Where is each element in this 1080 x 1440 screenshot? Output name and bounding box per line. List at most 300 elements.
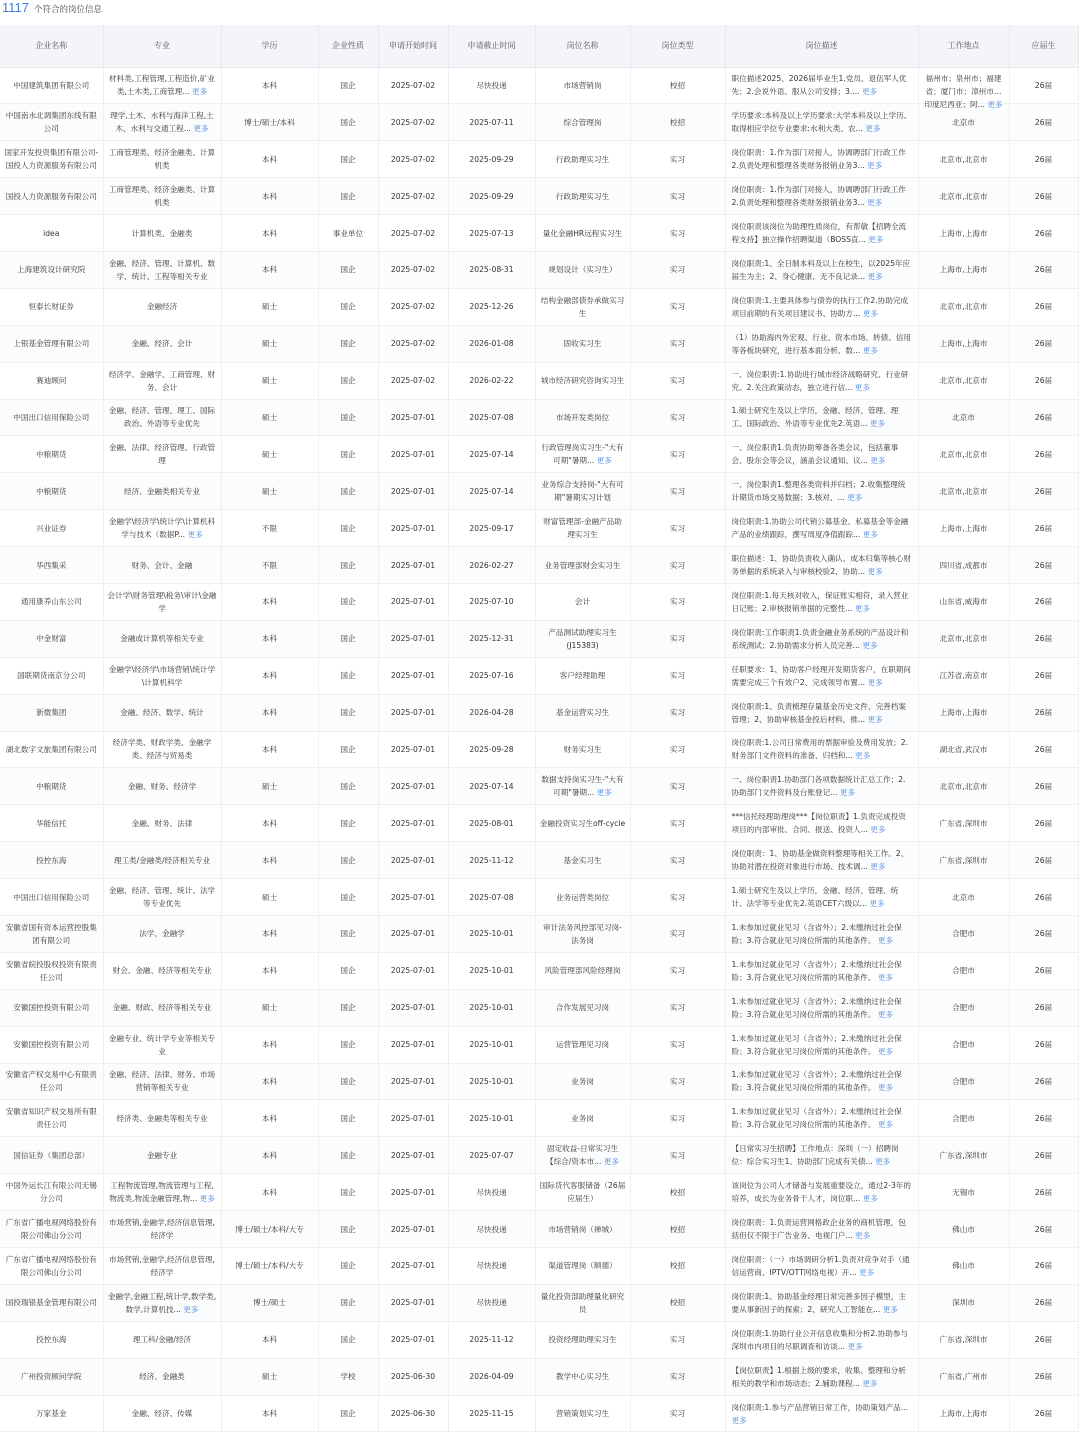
table-row[interactable] bbox=[0, 1063, 1078, 1100]
cell-job-title-content bbox=[540, 1333, 626, 1346]
cell-degree-content bbox=[226, 669, 314, 682]
more-link[interactable]: 更多 bbox=[854, 603, 870, 613]
column-header-company[interactable]: 企业名称 bbox=[0, 25, 103, 67]
more-link[interactable]: 更多 bbox=[187, 530, 203, 540]
more-link[interactable]: 更多 bbox=[862, 308, 878, 318]
column-header-description[interactable]: 岗位描述 bbox=[725, 25, 918, 67]
cell-company bbox=[0, 436, 103, 473]
cell-job-type bbox=[630, 842, 725, 879]
more-link[interactable]: 更多 bbox=[867, 567, 883, 577]
cell-end-date bbox=[448, 1321, 535, 1358]
table-row[interactable] bbox=[0, 251, 1078, 288]
cell-job-title-content bbox=[540, 1142, 626, 1168]
cell-company bbox=[0, 399, 103, 436]
cell-job-type bbox=[630, 1358, 725, 1395]
cell-end-date-text: 2025-11-15 bbox=[469, 1409, 514, 1418]
cell-location bbox=[918, 1026, 1009, 1063]
cell-job-type-content bbox=[635, 595, 721, 608]
cell-degree-text: 本科 bbox=[261, 855, 278, 865]
cell-company-content bbox=[4, 448, 99, 461]
cell-location-content bbox=[923, 190, 1005, 203]
cell-description bbox=[725, 1211, 918, 1248]
cell-location-text: 广东省,深圳市 bbox=[939, 818, 988, 828]
cell-end-date-content bbox=[453, 1370, 531, 1383]
table-row[interactable] bbox=[0, 620, 1078, 657]
column-header-start-date[interactable]: 申请开始时间 bbox=[378, 25, 448, 67]
cell-nature-text: 国企 bbox=[340, 744, 356, 754]
cell-nature-content bbox=[323, 854, 374, 867]
cell-location bbox=[918, 510, 1009, 547]
cell-graduate bbox=[1009, 1137, 1078, 1174]
more-link[interactable]: 更多 bbox=[847, 1341, 863, 1351]
cell-degree-text: 本科 bbox=[261, 966, 278, 976]
cell-graduate-text: 26届 bbox=[1034, 929, 1053, 939]
more-link[interactable]: 更多 bbox=[731, 1415, 747, 1425]
cell-job-type bbox=[630, 1211, 725, 1248]
cell-graduate bbox=[1009, 1026, 1078, 1063]
cell-company-content bbox=[4, 522, 99, 535]
more-link[interactable]: 更多 bbox=[596, 456, 612, 466]
cell-end-date bbox=[448, 104, 535, 141]
cell-major bbox=[103, 104, 221, 141]
table-row[interactable] bbox=[0, 989, 1078, 1026]
cell-job-title-text: 国际货代客服储备（26届应届生） bbox=[539, 1181, 626, 1204]
more-link[interactable]: 更多 bbox=[869, 419, 886, 429]
cell-major-content bbox=[108, 663, 217, 689]
cell-description-content bbox=[732, 294, 912, 320]
table-row[interactable] bbox=[0, 1248, 1078, 1285]
cell-graduate-text: 26届 bbox=[1034, 560, 1053, 570]
cell-nature-content bbox=[323, 559, 374, 572]
cell-job-title bbox=[535, 1395, 630, 1432]
table-row[interactable] bbox=[0, 1137, 1078, 1174]
cell-end-date-content bbox=[453, 300, 531, 313]
cell-job-type bbox=[630, 288, 725, 325]
cell-description bbox=[725, 989, 918, 1026]
table-row[interactable] bbox=[0, 399, 1078, 436]
cell-degree bbox=[221, 473, 318, 510]
table-row[interactable] bbox=[0, 178, 1078, 215]
cell-job-title-text: 行政管理岗实习生-"大有可期"暑期... bbox=[541, 443, 624, 466]
cell-end-date-content bbox=[453, 1075, 531, 1088]
cell-company bbox=[0, 694, 103, 731]
cell-company-text: 广东省广播电视网络股份有限公司佛山分公司 bbox=[5, 1254, 97, 1277]
more-link[interactable]: 更多 bbox=[855, 1231, 871, 1241]
cell-description-content bbox=[732, 220, 912, 246]
cell-job-title-text: 固收实习生 bbox=[563, 339, 602, 349]
cell-job-title-text: 综合管理岗 bbox=[563, 117, 602, 127]
more-link[interactable]: 更多 bbox=[862, 1194, 878, 1204]
table-row[interactable] bbox=[0, 879, 1078, 916]
cell-start-date bbox=[378, 694, 448, 731]
cell-description-content bbox=[732, 552, 912, 578]
table-row[interactable] bbox=[0, 1395, 1078, 1432]
cell-degree bbox=[221, 694, 318, 731]
cell-nature bbox=[318, 1026, 378, 1063]
cell-start-date-content bbox=[383, 374, 444, 387]
more-link[interactable]: 更多 bbox=[862, 345, 878, 355]
table-row[interactable] bbox=[0, 731, 1078, 768]
cell-nature-content bbox=[323, 780, 374, 793]
cell-description bbox=[725, 805, 918, 842]
column-header-degree[interactable]: 学历 bbox=[221, 25, 318, 67]
cell-job-title-content bbox=[540, 1407, 626, 1420]
cell-degree-text: 博士/硕士/本科 bbox=[244, 117, 295, 127]
cell-job-title bbox=[535, 952, 630, 989]
table-row[interactable] bbox=[0, 67, 1078, 104]
more-link[interactable]: 更多 bbox=[877, 1009, 894, 1019]
cell-location-text: 合肥市 bbox=[952, 929, 975, 939]
cell-location-content bbox=[923, 374, 1005, 387]
cell-job-type-text: 实习 bbox=[669, 708, 686, 718]
cell-job-type bbox=[630, 952, 725, 989]
cell-major-text: 金融经济 bbox=[146, 302, 178, 312]
cell-company-content bbox=[4, 669, 99, 682]
more-link[interactable]: 更多 bbox=[183, 1304, 199, 1314]
table-row[interactable] bbox=[0, 657, 1078, 694]
cell-start-date-text: 2025-07-01 bbox=[390, 1003, 436, 1013]
table-row[interactable] bbox=[0, 510, 1078, 547]
cell-location-text: 无锡市 bbox=[952, 1187, 975, 1197]
cell-job-type-content bbox=[635, 743, 721, 756]
cell-major bbox=[103, 768, 221, 805]
cell-degree-content bbox=[226, 485, 314, 498]
cell-job-title-content bbox=[540, 964, 626, 977]
cell-job-title-text: 财务实习生 bbox=[563, 744, 602, 754]
cell-location-text: 北京市 bbox=[952, 892, 975, 902]
cell-degree bbox=[221, 288, 318, 325]
cell-graduate-text: 26届 bbox=[1034, 634, 1053, 644]
more-link[interactable]: 更多 bbox=[839, 788, 856, 798]
cell-end-date-text: 2025-10-01 bbox=[469, 1040, 514, 1050]
cell-company-content bbox=[4, 921, 99, 947]
cell-company bbox=[0, 1100, 103, 1137]
more-link[interactable]: 更多 bbox=[870, 825, 886, 835]
cell-start-date-content bbox=[383, 817, 444, 830]
cell-start-date-text: 2025-07-01 bbox=[390, 1040, 436, 1050]
cell-nature bbox=[318, 694, 378, 731]
cell-company-content bbox=[4, 1038, 99, 1051]
cell-job-title-content bbox=[540, 1075, 626, 1088]
cell-company-content bbox=[4, 1149, 99, 1162]
table-row[interactable] bbox=[0, 473, 1078, 510]
cell-job-type-text: 实习 bbox=[669, 781, 686, 791]
column-header-graduate[interactable]: 应届生 bbox=[1009, 25, 1078, 67]
cell-degree bbox=[221, 251, 318, 288]
table-row[interactable] bbox=[0, 1284, 1078, 1321]
result-count: 1117 bbox=[2, 0, 29, 15]
table-row[interactable] bbox=[0, 1211, 1078, 1248]
cell-end-date bbox=[448, 583, 535, 620]
table-row[interactable] bbox=[0, 1358, 1078, 1395]
cell-job-type-text: 实习 bbox=[669, 1409, 686, 1418]
cell-start-date-text: 2025-07-01 bbox=[390, 486, 436, 496]
cell-end-date-text: 2025-10-01 bbox=[469, 1076, 514, 1086]
table-row[interactable] bbox=[0, 583, 1078, 620]
cell-end-date-content bbox=[453, 411, 531, 424]
cell-job-type bbox=[630, 1063, 725, 1100]
cell-end-date bbox=[448, 325, 535, 362]
cell-start-date-content bbox=[383, 1407, 444, 1420]
cell-major-content bbox=[108, 854, 217, 867]
more-link[interactable]: 更多 bbox=[877, 935, 894, 945]
more-link[interactable]: 更多 bbox=[867, 198, 883, 208]
cell-nature-text: 国企 bbox=[340, 191, 356, 201]
cell-nature-text: 国企 bbox=[340, 966, 356, 976]
more-link[interactable]: 更多 bbox=[877, 972, 894, 982]
more-link[interactable]: 更多 bbox=[867, 714, 883, 724]
cell-end-date-text: 2025-07-10 bbox=[469, 597, 514, 607]
more-link[interactable]: 更多 bbox=[861, 87, 878, 97]
more-link[interactable]: 更多 bbox=[870, 456, 886, 466]
cell-end-date-content bbox=[453, 854, 531, 867]
cell-location bbox=[918, 1100, 1009, 1137]
cell-location-content bbox=[923, 485, 1005, 498]
cell-company-text: 中国出口信用保险公司 bbox=[13, 892, 90, 902]
cell-description-content bbox=[732, 331, 912, 357]
cell-start-date-text: 2025-07-01 bbox=[390, 966, 436, 976]
cell-degree-content bbox=[226, 1149, 314, 1162]
cell-nature bbox=[318, 104, 378, 141]
cell-job-title-content bbox=[540, 478, 626, 504]
cell-major-text: 金融、经济、法律、财务、市场营销等相关专业 bbox=[108, 1070, 216, 1093]
table-row[interactable] bbox=[0, 1026, 1078, 1063]
column-header-job-type[interactable]: 岗位类型 bbox=[630, 25, 725, 67]
cell-job-title-content bbox=[540, 626, 626, 652]
cell-description bbox=[725, 657, 918, 694]
cell-end-date bbox=[448, 1063, 535, 1100]
more-link[interactable]: 更多 bbox=[859, 1267, 875, 1277]
more-link[interactable]: 更多 bbox=[869, 899, 885, 909]
cell-end-date bbox=[448, 842, 535, 879]
cell-nature bbox=[318, 583, 378, 620]
cell-end-date bbox=[448, 694, 535, 731]
cell-degree-content bbox=[226, 79, 314, 92]
table-row[interactable] bbox=[0, 141, 1078, 178]
table-row[interactable] bbox=[0, 768, 1078, 805]
table-row[interactable] bbox=[0, 362, 1078, 399]
cell-job-type bbox=[630, 915, 725, 952]
more-link[interactable]: 更多 bbox=[854, 382, 870, 392]
cell-end-date-content bbox=[453, 1223, 531, 1236]
column-header-major[interactable]: 专业 bbox=[103, 25, 221, 67]
table-row[interactable] bbox=[0, 1321, 1078, 1358]
column-header-nature[interactable]: 企业性质 bbox=[318, 25, 378, 67]
column-header-job-title[interactable]: 岗位名称 bbox=[535, 25, 630, 67]
table-row[interactable] bbox=[0, 915, 1078, 952]
cell-job-title-content bbox=[540, 743, 626, 756]
cell-end-date-content bbox=[453, 595, 531, 608]
cell-job-type-content bbox=[635, 964, 721, 977]
cell-nature-content bbox=[323, 448, 374, 461]
cell-location bbox=[918, 1284, 1009, 1321]
cell-location-text: 北京市,北京市 bbox=[939, 302, 988, 312]
column-header-location[interactable]: 工作地点 bbox=[918, 25, 1009, 67]
cell-start-date-content bbox=[383, 448, 444, 461]
cell-degree-content bbox=[226, 263, 314, 276]
cell-company bbox=[0, 620, 103, 657]
cell-degree bbox=[221, 805, 318, 842]
cell-company bbox=[0, 805, 103, 842]
cell-nature-text: 国企 bbox=[340, 892, 356, 902]
cell-location bbox=[918, 288, 1009, 325]
more-link[interactable]: 更多 bbox=[192, 87, 208, 97]
cell-company-text: 中国建筑集团有限公司 bbox=[13, 80, 90, 90]
cell-job-title-content bbox=[540, 515, 626, 541]
more-link[interactable]: 更多 bbox=[862, 1378, 878, 1388]
cell-job-type bbox=[630, 989, 725, 1026]
more-link[interactable]: 更多 bbox=[870, 862, 886, 872]
table-row[interactable] bbox=[0, 215, 1078, 252]
cell-start-date bbox=[378, 842, 448, 879]
cell-location-text: 佛山市 bbox=[952, 1261, 975, 1271]
cell-company-content bbox=[4, 559, 99, 572]
cell-end-date bbox=[448, 1248, 535, 1285]
cell-description-text: 岗位职责:1.协助公司代销公募基金、私募基金等金融产品的业绩跟踪，撰写周度净值跟踪... bbox=[731, 517, 909, 540]
more-link[interactable]: 更多 bbox=[987, 100, 1003, 110]
cell-nature-content bbox=[323, 817, 374, 830]
more-link[interactable]: 更多 bbox=[867, 161, 883, 171]
more-link[interactable]: 更多 bbox=[193, 124, 209, 134]
cell-major-text: 工商管理类、经济金融类、计算机类 bbox=[108, 148, 216, 171]
more-link[interactable]: 更多 bbox=[847, 493, 863, 503]
cell-degree-content bbox=[226, 374, 314, 387]
cell-end-date bbox=[448, 915, 535, 952]
cell-job-type-text: 实习 bbox=[669, 523, 686, 533]
cell-graduate bbox=[1009, 1100, 1078, 1137]
more-link[interactable]: 更多 bbox=[877, 1046, 894, 1056]
table-row[interactable] bbox=[0, 288, 1078, 325]
cell-major-text: 金融学,金融工程,统计学,数学类,数学,计算机技... bbox=[107, 1291, 217, 1314]
cell-job-title-text: 市场营销岗（禅城） bbox=[548, 1224, 617, 1234]
cell-job-title-content bbox=[540, 559, 626, 572]
cell-graduate bbox=[1009, 399, 1078, 436]
cell-major bbox=[103, 694, 221, 731]
cell-job-title-content bbox=[540, 1179, 626, 1205]
more-link[interactable]: 更多 bbox=[875, 1157, 891, 1167]
cell-nature-text: 国企 bbox=[340, 523, 356, 533]
cell-start-date-text: 2025-07-01 bbox=[390, 1113, 436, 1123]
cell-graduate bbox=[1009, 657, 1078, 694]
cell-job-type bbox=[630, 583, 725, 620]
cell-nature-text: 国企 bbox=[340, 1113, 356, 1123]
cell-company-content bbox=[4, 411, 99, 424]
cell-location bbox=[918, 657, 1009, 694]
cell-degree-content bbox=[226, 411, 314, 424]
cell-description bbox=[725, 1321, 918, 1358]
cell-company-content bbox=[4, 1179, 99, 1205]
more-link[interactable]: 更多 bbox=[868, 235, 884, 244]
job-table-container[interactable] bbox=[0, 25, 1080, 1440]
cell-major-text: 理学,土木、水利与海洋工程,土木、水利与交通工程... bbox=[110, 111, 214, 134]
cell-degree-text: 硕士 bbox=[261, 339, 278, 349]
more-link[interactable]: 更多 bbox=[867, 677, 883, 687]
table-row[interactable] bbox=[0, 842, 1078, 879]
cell-company bbox=[0, 178, 103, 215]
cell-nature-content bbox=[323, 1112, 374, 1125]
cell-start-date-content bbox=[383, 190, 444, 203]
cell-degree-content bbox=[226, 1296, 314, 1309]
cell-graduate-content bbox=[1014, 891, 1074, 904]
cell-location-content bbox=[923, 595, 1005, 608]
more-link[interactable]: 更多 bbox=[596, 788, 612, 798]
cell-graduate bbox=[1009, 67, 1078, 104]
more-link[interactable]: 更多 bbox=[199, 1194, 215, 1204]
cell-graduate-content bbox=[1014, 300, 1074, 313]
more-link[interactable]: 更多 bbox=[877, 1120, 894, 1130]
column-header-end-date[interactable]: 申请截止时间 bbox=[448, 25, 535, 67]
cell-description-content bbox=[732, 1401, 912, 1427]
cell-nature bbox=[318, 178, 378, 215]
more-link[interactable]: 更多 bbox=[855, 751, 871, 761]
more-link[interactable]: 更多 bbox=[862, 530, 878, 540]
cell-job-title-text: 量化金融HR远程实习生 bbox=[542, 228, 623, 238]
table-row[interactable] bbox=[0, 694, 1078, 731]
cell-job-type-text: 实习 bbox=[669, 818, 686, 828]
table-row[interactable] bbox=[0, 436, 1078, 473]
table-row[interactable] bbox=[0, 104, 1078, 141]
cell-major-content bbox=[108, 1068, 217, 1094]
cell-graduate bbox=[1009, 288, 1078, 325]
cell-start-date-content bbox=[383, 1296, 444, 1309]
cell-company-text: 安徽省知识产权交易所有限责任公司 bbox=[5, 1107, 97, 1130]
table-row[interactable] bbox=[0, 805, 1078, 842]
cell-company-content bbox=[4, 958, 99, 984]
cell-location bbox=[918, 805, 1009, 842]
cell-graduate-text: 26届 bbox=[1034, 1187, 1053, 1197]
more-link[interactable]: 更多 bbox=[867, 271, 883, 281]
cell-job-title bbox=[535, 583, 630, 620]
more-link[interactable]: 更多 bbox=[862, 640, 878, 650]
cell-company bbox=[0, 362, 103, 399]
cell-graduate-text: 26届 bbox=[1034, 80, 1053, 90]
cell-location bbox=[918, 768, 1009, 805]
cell-location-text: 北京市,北京市 bbox=[939, 376, 988, 386]
cell-start-date-text: 2025-07-01 bbox=[390, 597, 436, 607]
cell-end-date-text: 2025-07-14 bbox=[469, 781, 514, 791]
cell-graduate-content bbox=[1014, 116, 1074, 129]
cell-end-date-content bbox=[453, 227, 531, 240]
more-link[interactable]: 更多 bbox=[865, 124, 881, 134]
cell-job-title-text: 基金实习生 bbox=[563, 855, 602, 865]
cell-nature-content bbox=[323, 1223, 374, 1236]
more-link[interactable]: 更多 bbox=[877, 1083, 894, 1093]
cell-degree-text: 硕士 bbox=[261, 486, 278, 496]
cell-location-text: 佛山市 bbox=[952, 1224, 975, 1234]
table-row[interactable] bbox=[0, 1100, 1078, 1137]
cell-degree-text: 本科 bbox=[261, 80, 278, 90]
cell-nature bbox=[318, 1174, 378, 1211]
more-link[interactable]: 更多 bbox=[882, 1304, 898, 1314]
table-row[interactable] bbox=[0, 325, 1078, 362]
cell-graduate bbox=[1009, 547, 1078, 584]
cell-start-date-content bbox=[383, 1112, 444, 1125]
cell-job-title bbox=[535, 989, 630, 1026]
more-link[interactable]: 更多 bbox=[603, 1157, 619, 1167]
table-row[interactable] bbox=[0, 1174, 1078, 1211]
cell-degree-text: 本科 bbox=[261, 1187, 278, 1197]
cell-job-title-content bbox=[540, 294, 626, 320]
cell-company bbox=[0, 473, 103, 510]
cell-major-text: 金融、经济、会计 bbox=[131, 339, 193, 349]
cell-description-content bbox=[732, 736, 912, 762]
cell-start-date-text: 2025-07-01 bbox=[390, 744, 436, 754]
cell-job-title bbox=[535, 436, 630, 473]
table-row[interactable] bbox=[0, 547, 1078, 584]
cell-nature-content bbox=[323, 706, 374, 719]
table-row[interactable] bbox=[0, 952, 1078, 989]
cell-description-text: 岗位职责:1、全日制本科及以上在校生，以2025年应届生为主；2、身心健康、无不良记录... bbox=[731, 258, 911, 281]
